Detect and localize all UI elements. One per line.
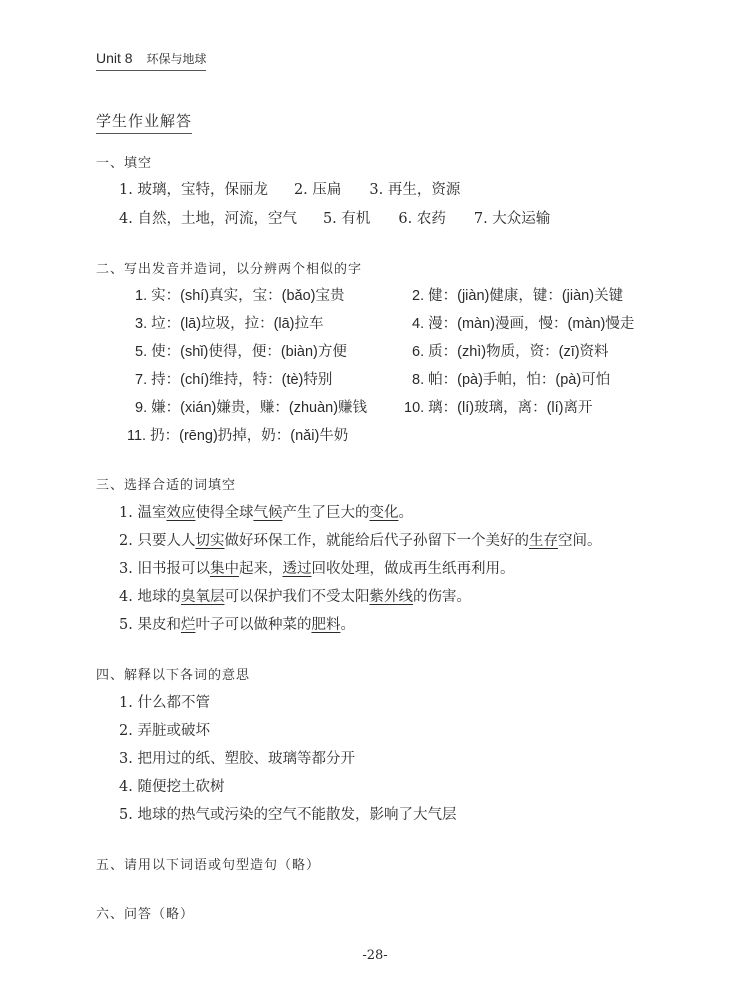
- text: 果皮和: [137, 617, 181, 633]
- answer-word: 生存: [528, 533, 558, 549]
- text: 做好环保工作，就能给后代子孙留下一个美好的: [224, 533, 529, 549]
- answer-word: 效应: [166, 505, 196, 521]
- document-title: 学生作业解答: [96, 110, 192, 134]
- pair-3: 3. 垃：(lā)垃圾，拉：(lā)拉车: [135, 316, 324, 332]
- answer-word: 紫外线: [369, 589, 413, 605]
- pair-7: 7. 持：(chí)维持，特：(tè)特别: [135, 372, 333, 388]
- fill-sentence-2: [119, 529, 601, 550]
- pair-8: 8. 帕：(pà)手帕，怕：(pà)可怕: [412, 372, 611, 388]
- pair-2: 2. 健：(jiàn)健康，键：(jiàn)关键: [412, 288, 624, 304]
- fill-sentence-4: [119, 585, 471, 606]
- answer-word: 烂: [180, 617, 196, 633]
- definition-3: 3. 把用过的纸、塑胶、玻璃等都分开: [119, 751, 355, 767]
- answer: 1. 玻璃，宝特，保丽龙: [119, 182, 268, 198]
- text: 使得全球: [195, 505, 254, 521]
- section-1-row-1: [119, 178, 460, 199]
- unit-label: Unit 8: [96, 50, 133, 66]
- text: 起来，: [238, 561, 283, 577]
- text: 地球的: [137, 589, 181, 605]
- item-number: 2.: [119, 533, 138, 549]
- section-1-row-2: [119, 207, 550, 228]
- pair-1: 1. 实：(shí)真实，宝：(bǎo)宝贵: [135, 288, 345, 304]
- item-number: 1.: [119, 505, 138, 521]
- unit-title: 环保与地球: [146, 52, 207, 66]
- section-3-heading: 三、选择合适的词填空: [96, 478, 237, 493]
- section-2-heading: 二、写出发音并造词，以分辨两个相似的字: [96, 262, 363, 277]
- text: 的伤害。: [412, 589, 471, 605]
- answer-word: 透过: [282, 561, 312, 577]
- text: 只要人人: [137, 533, 196, 549]
- answer: 2. 压扁: [293, 182, 342, 198]
- text: 回收处理，做成再生纸再利用。: [311, 561, 515, 577]
- text: 产生了巨大的: [282, 505, 370, 521]
- text: 温室: [137, 505, 167, 521]
- definition-1: 1. 什么都不管: [119, 695, 210, 711]
- text: 。: [398, 505, 413, 521]
- text: 可以保护我们不受太阳: [224, 589, 370, 605]
- definition-5: 5. 地球的热气或污染的空气不能散发，影响了大气层: [119, 807, 457, 823]
- definition-2: 2. 弄脏或破坏: [119, 723, 210, 739]
- pair-9: 9. 嫌：(xián)嫌贵，赚：(zhuàn)赚钱: [135, 400, 368, 416]
- answer: 5. 有机: [322, 211, 371, 227]
- text: 空间。: [557, 533, 602, 549]
- answer-word: 集中: [209, 561, 239, 577]
- pair-11: 11. 扔：(rēng)扔掉，奶：(nǎi)牛奶: [127, 428, 349, 444]
- answer-word: 肥料: [311, 617, 341, 633]
- section-4-heading: 四、解释以下各词的意思: [96, 668, 251, 683]
- pair-6: 6. 质：(zhì)物质，资：(zī)资料: [412, 344, 609, 360]
- unit-header: [96, 50, 206, 71]
- fill-sentence-3: [119, 557, 514, 578]
- answer-word: 臭氧层: [180, 589, 225, 605]
- definition-4: 4. 随便挖土砍树: [119, 779, 225, 795]
- text: 叶子可以做种菜的: [195, 617, 312, 633]
- section-1-heading: 一、填空: [96, 156, 153, 171]
- pair-5: 5. 使：(shǐ)使得，便：(biàn)方便: [135, 344, 347, 360]
- text: 旧书报可以: [137, 561, 210, 577]
- answer-word: 切实: [195, 533, 225, 549]
- fill-sentence-1: [119, 501, 413, 522]
- answer: 4. 自然，土地，河流，空气: [119, 211, 297, 227]
- answer: 7. 大众运输: [473, 211, 551, 227]
- text: 。: [340, 617, 355, 633]
- section-5-heading: 五、请用以下词语或句型造句（略）: [96, 858, 321, 873]
- answer-word: 变化: [369, 505, 399, 521]
- answer-word: 气候: [253, 505, 283, 521]
- item-number: 4.: [119, 589, 138, 605]
- item-number: 5.: [119, 617, 138, 633]
- section-6-heading: 六、问答（略）: [96, 907, 195, 922]
- page-number: -28-: [362, 948, 388, 963]
- fill-sentence-5: [119, 613, 355, 634]
- answer: 3. 再生，资源: [369, 182, 461, 198]
- pair-10: 10. 璃：(lí)玻璃，离：(lí)离开: [404, 400, 593, 416]
- pair-4: 4. 漫：(màn)漫画，慢：(màn)慢走: [412, 316, 635, 332]
- answer: 6. 农药: [398, 211, 446, 227]
- item-number: 3.: [119, 561, 138, 577]
